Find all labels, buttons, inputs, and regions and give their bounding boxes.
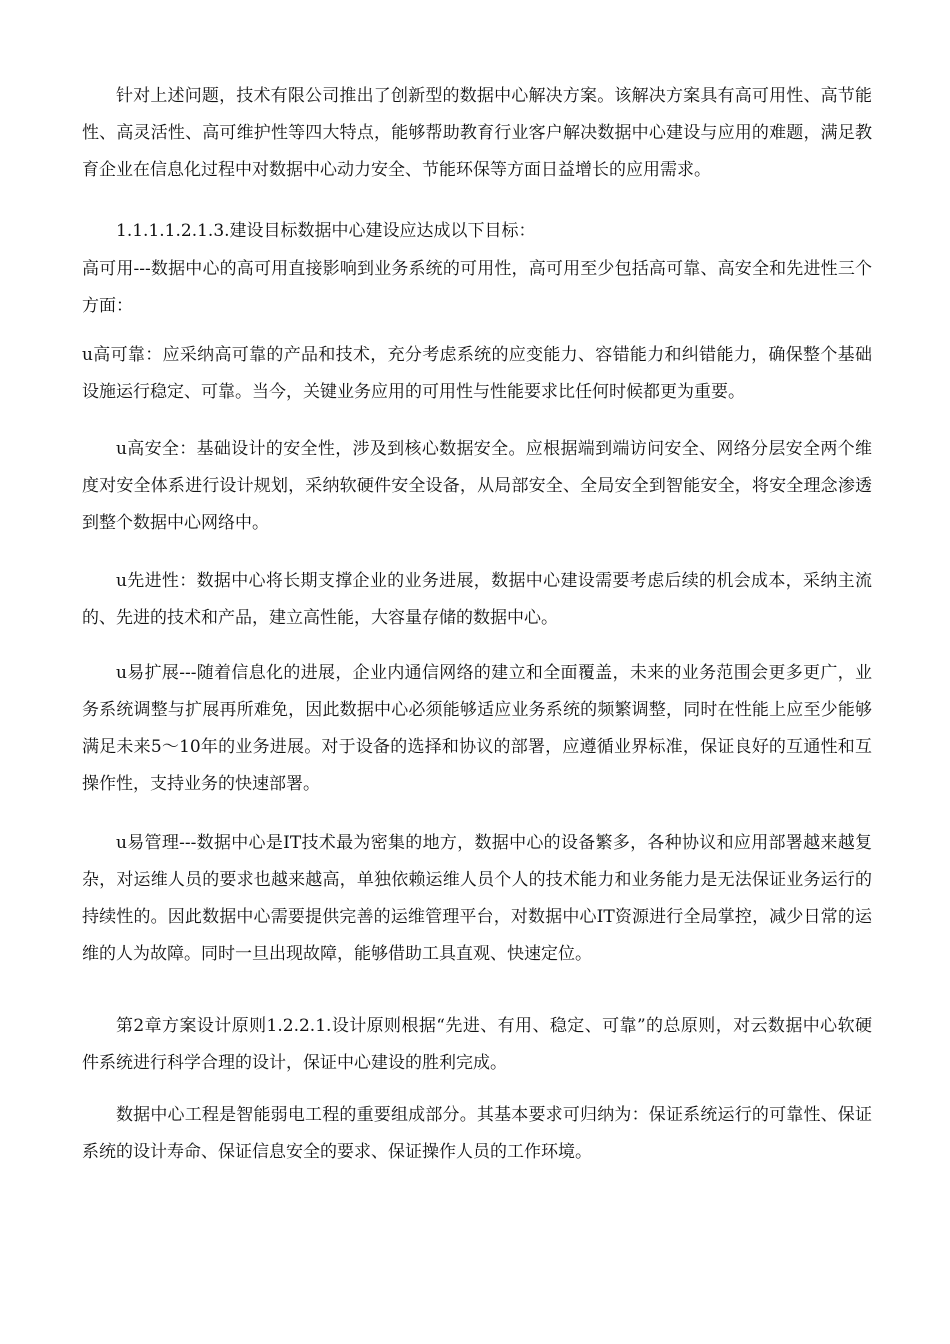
high-reliability-paragraph: u高可靠：应采纳高可靠的产品和技术，充分考虑系统的应变能力、容错能力和纠错能力，确保整个基础设施运行稳定、可靠。当今，关键业务应用的可用性与性能要求比任何时候都更为重要。 [82,345,872,402]
section-heading-goals: 1.1.1.1.2.1.3.建设目标数据中心建设应达成以下目标： [116,221,536,241]
intro-paragraph: 针对上述问题，技术有限公司推出了创新型的数据中心解决方案。该解决方案具有高可用性、高节能性、高灵活性、高可维护性等四大特点，能够帮助教育行业客户解决数据中心建设与应用的难题，满足教育企业在信息化过程中对数据中心动力安全、节能环保等方面日益增长的应用需求。 [82,86,872,180]
scalability-paragraph: u易扩展---随着信息化的进展，企业内通信网络的建立和全面覆盖，未来的业务范围会更多更广，业务系统调整与扩展再所难免，因此数据中心必须能够适应业务系统的频繁调整，同时在性能上应至少能够满足未来5～10年的业务进展。对于设备的选择和协议的部署，应遵循业界标准，保证良好的互通性和互操作性，支持业务的快速部署。 [82,663,872,794]
engineering-requirements-paragraph: 数据中心工程是智能弱电工程的重要组成部分。其基本要求可归纳为：保证系统运行的可靠性、保证系统的设计寿命、保证信息安全的要求、保证操作人员的工作环境。 [82,1105,872,1162]
high-availability-paragraph: 高可用---数据中心的高可用直接影响到业务系统的可用性，高可用至少包括高可靠、高安全和先进性三个方面： [82,259,872,316]
chapter2-design-principles-paragraph: 第2章方案设计原则1.2.2.1.设计原则根据“先进、有用、稳定、可靠”的总原则，对云数据中心软硬件系统进行科学合理的设计，保证中心建设的胜利完成。 [82,1016,872,1073]
advanced-paragraph: u先进性：数据中心将长期支撑企业的业务进展，数据中心建设需要考虑后续的机会成本，采纳主流的、先进的技术和产品，建立高性能，大容量存储的数据中心。 [82,571,872,628]
manageability-paragraph: u易管理---数据中心是IT技术最为密集的地方，数据中心的设备繁多，各种协议和应用部署越来越复杂，对运维人员的要求也越来越高，单独依赖运维人员个人的技术能力和业务能力是无法保证业务运行的持续性的。因此数据中心需要提供完善的运维管理平台，对数据中心IT资源进行全局掌控，减少日常的运维的人为故障。同时一旦出现故障，能够借助工具直观、快速定位。 [82,833,872,964]
high-security-paragraph: u高安全：基础设计的安全性，涉及到核心数据安全。应根据端到端访问安全、网络分层安全两个维度对安全体系进行设计规划，采纳软硬件安全设备，从局部安全、全局安全到智能安全，将安全理念渗透到整个数据中心网络中。 [82,439,872,533]
